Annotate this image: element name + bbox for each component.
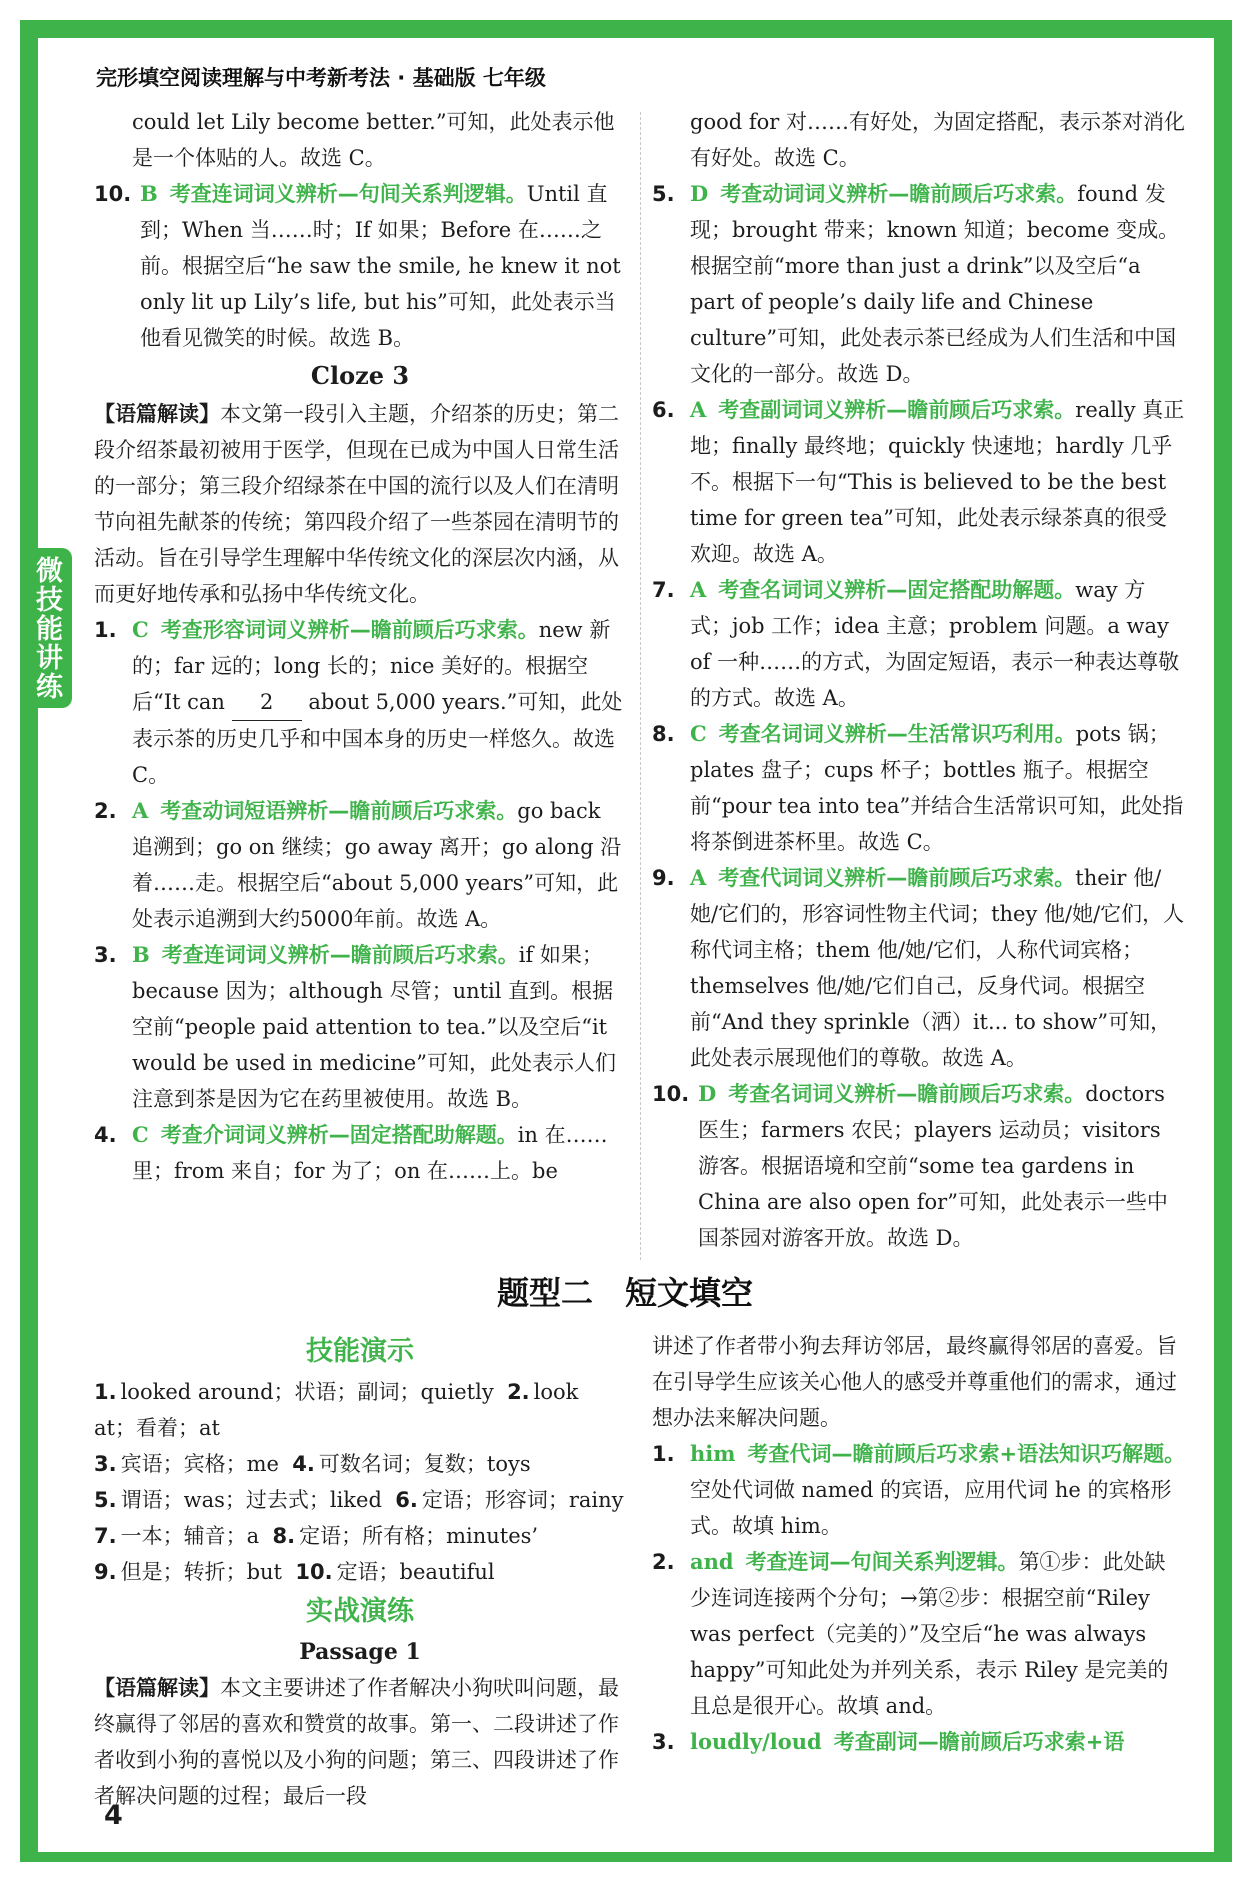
skill-number: 1.	[94, 1380, 117, 1404]
tip-tag: 考查代词—瞻前顾后巧求索+语法知识巧解题。	[747, 1442, 1186, 1466]
item-number: 10.	[652, 1082, 690, 1106]
answer-item-9	[652, 860, 1186, 1076]
tip-tag: 考查副词—瞻前顾后巧求索+语	[833, 1730, 1125, 1754]
skills-row	[94, 1518, 626, 1554]
item-number: 1.	[94, 618, 117, 642]
explanation: new 新的；far 远的；long 长的；nice 美好的。根据空后“It can	[132, 618, 611, 714]
skills-row	[94, 1374, 626, 1446]
page-number: 4	[104, 1800, 123, 1831]
green-border-bottom	[20, 1852, 1232, 1862]
answer-letter: C	[690, 721, 707, 746]
skill-text: 谓语；was；过去式；liked	[120, 1488, 382, 1512]
explanation: pots 锅；plates 盘子；cups 杯子；bottles 瓶子。根据空前“pour tea into tea”并结合生活常识可知，此处指将茶倒进茶杯里。故选 C。	[690, 722, 1184, 854]
reading-label: 【语篇解读】	[94, 1675, 220, 1700]
item-number: 9.	[652, 866, 675, 890]
skill-text: look at；看着；at	[94, 1380, 579, 1440]
tip-tag: 考查形容词词义辨析—瞻前顾后巧求索。	[160, 618, 539, 642]
skills-row	[94, 1482, 626, 1518]
explanation: 第①步：此处缺少连词连接两个分句；→第②步：根据空前“Riley was perfect（完美的）”及空后“he was always happy”可知此处为并列关系，表示 Riley 是完美的且总是很开心。故填 and。	[690, 1550, 1169, 1718]
answer-letter: D	[698, 1081, 717, 1106]
skills-row	[94, 1446, 626, 1482]
tip-tag: 考查连词词义辨析—句间关系判逻辑。	[169, 182, 527, 206]
skills-title: 技能演示	[306, 1336, 414, 1367]
reading-label: 【语篇解读】	[94, 401, 220, 426]
skill-text: 可数名词；复数；toys	[318, 1452, 531, 1476]
answer-item-7	[652, 572, 1186, 716]
item-number: 3.	[94, 943, 117, 967]
reading-analysis	[94, 1670, 626, 1814]
tip-tag: 考查名词词义辨析—瞻前顾后巧求索。	[728, 1082, 1086, 1106]
explanation: way 方式；job 工作；idea 主意；problem 问题。a way of 一种……的方式，为固定短语，表示一种表达尊敬的方式。故选 A。	[690, 578, 1180, 710]
skills-list	[94, 1374, 626, 1590]
left-column	[94, 104, 626, 1189]
section-title: 题型二 短文填空	[496, 1274, 753, 1312]
item-number: 2.	[652, 1550, 675, 1574]
cloze-title: Cloze 3	[310, 361, 410, 390]
item-number: 4.	[94, 1123, 117, 1147]
skill-number: 5.	[94, 1488, 117, 1512]
tip-tag: 考查介词词义辨析—固定搭配助解题。	[160, 1123, 518, 1147]
explanation: their 他/她/它们的，形容词性物主代词；they 他/她/它们，人称代词主格；them 他/她/它们，人称代词宾格；themselves 他/她/它们自己，反身代词。根据空前“And they sprinkle（洒）it... to show”可知，此处表示展现他们的尊敬。故选 A。	[690, 866, 1185, 1070]
skill-text: 定语；beautiful	[336, 1560, 495, 1584]
skill-number: 3.	[94, 1452, 117, 1476]
green-border-top	[20, 20, 1232, 38]
item-number: 1.	[652, 1442, 675, 1466]
answer-word: and	[690, 1549, 734, 1574]
explanation: really 真正地；finally 最终地；quickly 快速地；hardly 几乎不。根据下一句“This is believed to be the best time for green tea”可知，此处表示绿茶真的很受欢迎。故选 A。	[690, 398, 1185, 566]
skill-number: 9.	[94, 1560, 117, 1584]
answer-item-4	[94, 1117, 626, 1189]
answer-item-5	[652, 176, 1186, 392]
skill-text: 定语；所有格；minutes’	[299, 1524, 539, 1548]
skill-number: 7.	[94, 1524, 117, 1548]
passage-item-2	[652, 1544, 1186, 1724]
item-number: 3.	[652, 1730, 675, 1754]
explanation: if 如果；because 因为；although 尽管；until 直到。根据空前“people paid attention to tea.”以及空后“it would be used in medicine”可知，此处表示人们注意到茶是因为它在药里被使用。故选 B。	[132, 943, 616, 1111]
explanation: Until 直到；When 当……时；If 如果；Before 在……之前。根据空后“he saw the smile, he knew it not only lit up Lily’s life, but his”可知，此处表示当他看见微笑的时候。故选 B。	[140, 182, 621, 350]
tip-tag: 考查副词词义辨析—瞻前顾后巧求索。	[718, 398, 1076, 422]
answer-item-6	[652, 392, 1186, 572]
answer-letter: C	[132, 1122, 149, 1147]
passage-item-3	[652, 1724, 1186, 1760]
reading-text: 本文第一段引入主题，介绍茶的历史；第二段介绍茶最初被用于医学，但现在已成为中国人日常生活的一部分；第三段介绍绿茶在中国的流行以及人们在清明节向祖先献茶的传统；第四段介绍了一些茶园在清明节的活动。旨在引导学生理解中华传统文化的深层次内涵，从而更好地传承和弘扬中华传统文化。	[94, 402, 619, 606]
answer-letter: B	[132, 942, 150, 967]
answer-letter: A	[132, 798, 149, 823]
answer-letter: A	[690, 397, 707, 422]
explanation: found 发现；brought 带来；known 知道；become 变成。根据空前“more than just a drink”以及空后“a part of people’s daily life and Chinese culture”可知，此处表示茶已经成为人们生活和中国文化的一部分。故选 D。	[690, 182, 1180, 386]
tip-tag: 考查连词词义辨析—瞻前顾后巧求索。	[161, 943, 519, 967]
answer-letter: B	[140, 181, 158, 206]
skill-number: 2.	[507, 1380, 530, 1404]
blank-number: 2	[232, 684, 302, 721]
item-number: 10.	[94, 182, 132, 206]
answer-item-10	[652, 1076, 1186, 1256]
tip-tag: 考查动词短语辨析—瞻前顾后巧求索。	[160, 799, 518, 823]
tip-tag: 考查名词词义辨析—固定搭配助解题。	[718, 578, 1076, 602]
continued-text: good for 对……有好处，为固定搭配，表示茶对消化有好处。故选 C。	[690, 110, 1185, 170]
item-number: 8.	[652, 722, 675, 746]
item-number: 6.	[652, 398, 675, 422]
reading-analysis	[94, 396, 626, 612]
item-number: 7.	[652, 578, 675, 602]
skill-text: 一本；辅音；a	[120, 1524, 260, 1548]
side-tab: 微技能讲练	[20, 548, 72, 708]
skills-row	[94, 1554, 626, 1590]
section2-left-column	[94, 1330, 626, 1814]
right-column	[652, 104, 1186, 1256]
answer-word: loudly/loud	[690, 1729, 822, 1754]
answer-item-2	[94, 793, 626, 937]
item-number: 5.	[652, 182, 675, 206]
continued-text: 讲述了作者带小狗去拜访邻居，最终赢得邻居的喜爱。旨在引导学生应该关心他人的感受并尊重他们的需求，通过想办法来解决问题。	[652, 1334, 1177, 1430]
reading-text: 本文主要讲述了作者解决小狗吠叫问题，最终赢得了邻居的喜欢和赞赏的故事。第一、二段讲述了作者收到小狗的喜悦以及小狗的问题；第三、四段讲述了作者解决问题的过程；最后一段	[94, 1676, 619, 1808]
skill-text: 但是；转折；but	[120, 1560, 282, 1584]
answer-letter: A	[690, 577, 707, 602]
explanation: go back 追溯到；go on 继续；go away 离开；go along 沿着……走。根据空后“about 5,000 years”可知，此处表示追溯到大约5000年前。故选 A。	[132, 799, 622, 931]
skill-text: 宾语；宾格；me	[120, 1452, 279, 1476]
explanation: 空处代词做 named 的宾语，应用代词 he 的宾格形式。故填 him。	[690, 1478, 1172, 1538]
tip-tag: 考查动词词义辨析—瞻前顾后巧求索。	[720, 182, 1078, 206]
passage-item-1	[652, 1436, 1186, 1544]
answer-item-10	[94, 176, 626, 356]
answer-item-1	[94, 612, 626, 793]
explanation: doctors 医生；farmers 农民；players 运动员；visitors 游客。根据语境和空前“some tea gardens in China are also open for”可知，此处表示一些中国茶园对游客开放。故选 D。	[698, 1082, 1168, 1250]
answer-item-8	[652, 716, 1186, 860]
running-header: 完形填空阅读理解与中考新考法 · 基础版 七年级	[96, 66, 546, 90]
green-border-right	[1214, 20, 1232, 1862]
passage-title: Passage 1	[299, 1639, 421, 1665]
tip-tag: 考查连词—句间关系判逻辑。	[745, 1550, 1019, 1574]
skill-number: 10.	[295, 1560, 333, 1584]
skill-text: looked around；状语；副词；quietly	[120, 1380, 494, 1404]
answer-letter: D	[690, 181, 709, 206]
skill-number: 4.	[292, 1452, 315, 1476]
tip-tag: 考查代词词义辨析—瞻前顾后巧求索。	[718, 866, 1076, 890]
skill-number: 6.	[395, 1488, 418, 1512]
section2-right-column	[652, 1328, 1186, 1760]
explanation-cont: about 5,000 years.”可知，此处表示茶的历史几乎和中国本身的历史一样悠久。故选 C。	[132, 690, 623, 787]
skill-number: 8.	[272, 1524, 296, 1548]
tip-tag: 考查名词词义辨析—生活常识巧利用。	[718, 722, 1076, 746]
item-number: 2.	[94, 799, 117, 823]
answer-letter: A	[690, 865, 707, 890]
answer-letter: C	[132, 617, 149, 642]
answer-word: him	[690, 1441, 736, 1466]
answer-item-3	[94, 937, 626, 1117]
green-border-left	[20, 20, 38, 1862]
explanation: in 在……里；from 来自；for 为了；on 在……上。be	[132, 1123, 608, 1183]
practice-title: 实战演练	[306, 1596, 414, 1627]
continued-text: could let Lily become better.”可知，此处表示他是一个体贴的人。故选 C。	[132, 110, 615, 170]
skill-text: 定语；形容词；rainy	[421, 1488, 624, 1512]
column-divider	[640, 112, 642, 1260]
